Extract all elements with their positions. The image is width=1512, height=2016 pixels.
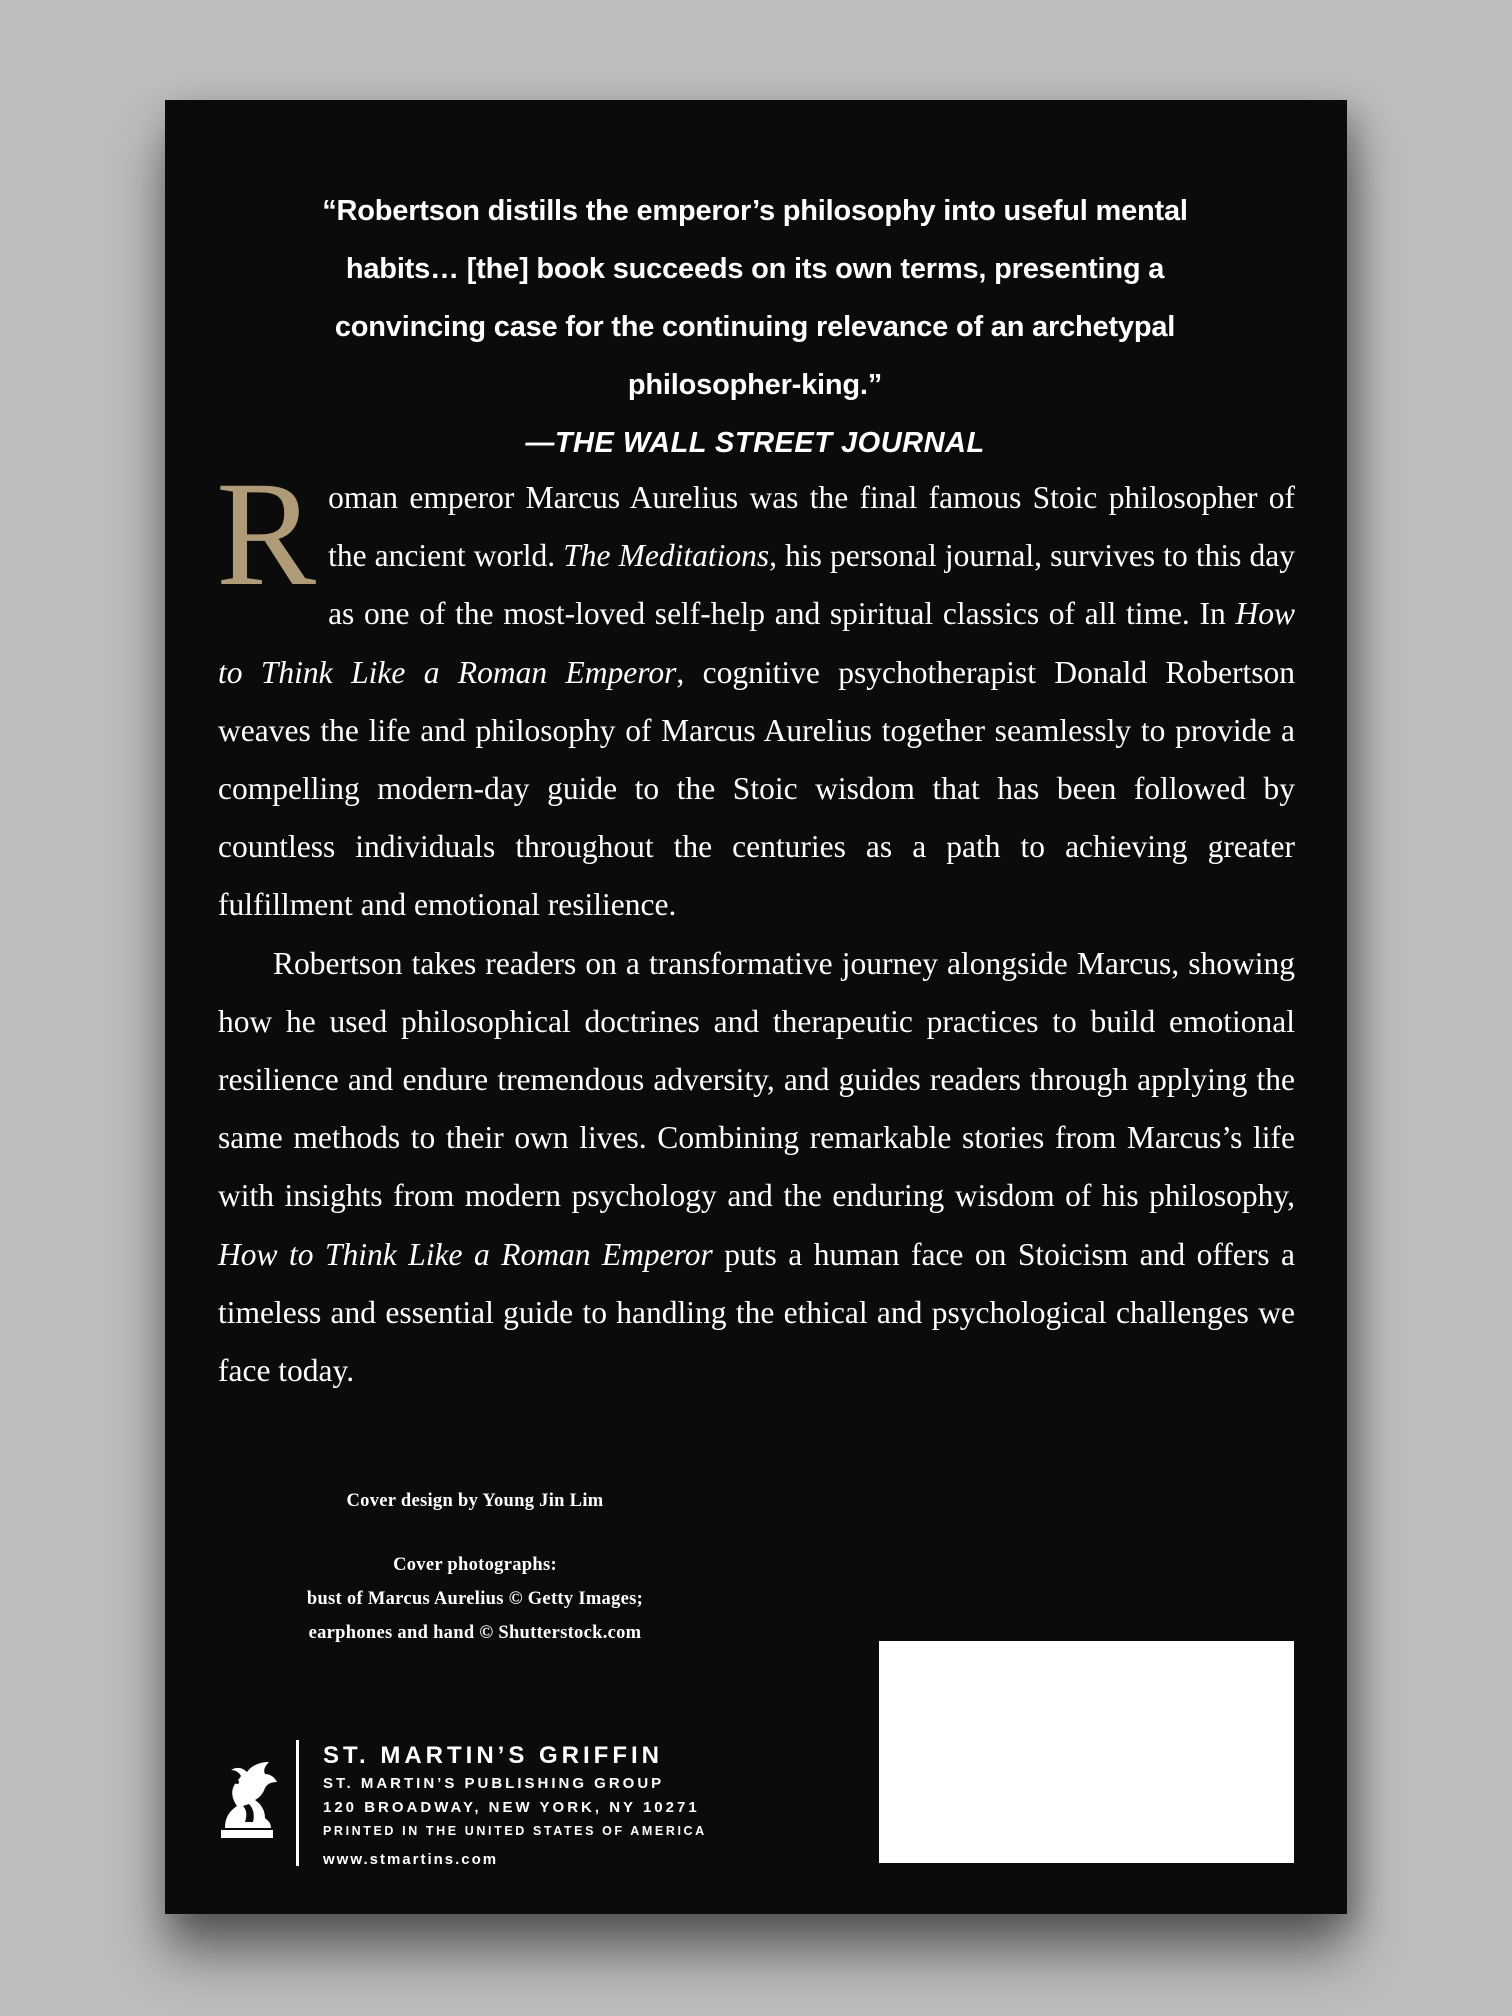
photo-credit-line: bust of Marcus Aurelius © Getty Images; (306, 1589, 644, 1609)
book-title: How to Think Like a Roman Emperor (218, 596, 1295, 690)
review-quote: “Robertson distills the emperor’s philosophy into useful mental habits… [the] book succeeds on its own terms, presenting a convincing case for the continuing relevance of an archetypal philosopher-king.” (322, 195, 1188, 401)
description-paragraph-1: Roman emperor Marcus Aurelius was the final famous Stoic philosopher of the ancient world. The Meditations, his personal journal, survives to this day as one of the most-loved self-help and spiritual classics of all time. In How to Think Like a Roman Emperor, cognitive psychotherapist Donald Robertson weaves the life and philosophy of Marcus Aurelius together seamlessly to provide a compelling modern-day guide to the Stoic wisdom that has been followed by countless individuals throughout the centuries as a path to achieving greater fulfillment and emotional resilience. (216, 451, 1295, 923)
review-attribution: —THE WALL STREET JOURNAL (525, 427, 985, 459)
cover-photo-credits (245, 1548, 705, 1650)
book-title: How to Think Like a Roman Emperor (218, 1236, 713, 1272)
photo-credit-line: earphones and hand © Shutterstock.com (308, 1623, 642, 1643)
publisher-block (215, 1740, 775, 1866)
publisher-url: www.stmartins.com (323, 1851, 499, 1868)
cover-design-credit: Cover design by Young Jin Lim (346, 1491, 604, 1511)
description-paragraph-2: Robertson takes readers on a transformative journey alongside Marcus, showing how he used philosophical doctrines and therapeutic practices to build emotional resilience and endure tremendous adversity, and guides readers through applying the same methods to their own lives. Combining remarkable stories from Marcus’s life with insights from modern psychology and the enduring wisdom of his philosophy, How to Think Like a Roman Emperor puts a human face on Stoicism and offers a timeless and essential guide to handling the ethical and psychological challenges we face today. (218, 945, 1296, 1389)
publisher-divider (296, 1740, 299, 1866)
drop-cap: R (216, 451, 317, 617)
publisher-name: ST. MARTIN’S GRIFFIN (323, 1742, 663, 1769)
griffin-icon (215, 1760, 279, 1838)
publisher-info (323, 1740, 707, 1872)
printed-in: PRINTED IN THE UNITED STATES OF AMERICA (323, 1824, 707, 1838)
photo-credits-heading: Cover photographs: (393, 1555, 557, 1575)
barcode-area (879, 1641, 1294, 1863)
publisher-address: 120 BROADWAY, NEW YORK, NY 10271 (323, 1799, 700, 1816)
publisher-group: ST. MARTIN’S PUBLISHING GROUP (323, 1775, 665, 1792)
book-title-meditations: The Meditations (563, 538, 770, 574)
book-description (216, 451, 1296, 1400)
review-blurb (285, 182, 1225, 472)
book-back-cover (165, 100, 1347, 1914)
